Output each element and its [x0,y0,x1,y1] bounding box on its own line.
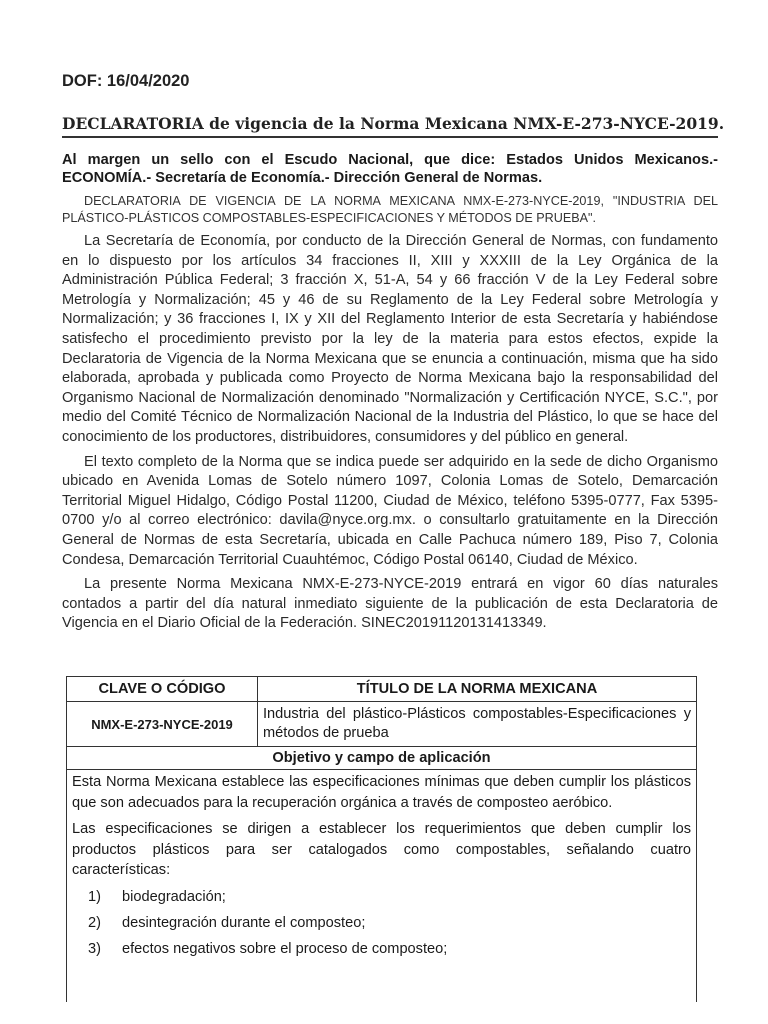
column-header-title: TÍTULO DE LA NORMA MEXICANA [258,677,697,702]
list-item-number: 1) [88,888,101,905]
list-item-number: 3) [88,940,101,957]
objective-heading-row [67,747,697,770]
paragraph-entry-into-force: La presente Norma Mexicana NMX-E-273-NYCE-2019 entrará en vigor 60 días naturales contados a partir del día natural inmediato siguiente de la publicación de esta Declaratoria de Vigencia en el Diario Oficial de la Federación. SINEC20191120131413349. [62,576,718,632]
objective-heading: Objetivo y campo de aplicación [67,747,697,770]
objective-body [67,770,697,1003]
list-item-text: biodegradación; [122,888,226,905]
list-item-text: efectos negativos sobre el proceso de composteo; [122,940,448,957]
norm-table [66,676,697,1002]
document-body [62,232,718,639]
paragraph-legal-basis: La Secretaría de Economía, por conducto de la Dirección General de Normas, con fundamento en lo dispuesto por los artículos 34 fracciones II, XIII y XXXIII de la Ley Orgánica de la Administración Pública Federal; 3 fracción X, 51-A, 54 y 66 fracción V de la Ley Federal sobre Metrología y Normalización; 45 y 46 de su Reglamento de la Ley Federal sobre Metrología y Normalización; y 36 fracciones I, IX y XII del Reglamento Interior de esta Secretaría y habiéndose satisfecho el procedimiento previsto por la ley de la materia para estos efectos, expide la Declaratoria de Vigencia de la Norma Mexicana que se enuncia a continuación, misma que ha sido elaborada, aprobada y publicada como Proyecto de Norma Mexicana bajo la responsabilidad del Organismo Nacional de Normalización denominado "Normalización y Certificación NYCE, S.C.", por medio del Comité Técnico de Normalización Nacional de la Industria del Plástico, lo que se hace del conocimiento de los productores, distribuidores, consumidores y del público en general. [62,233,718,445]
objective-body-row [67,770,697,1003]
declaration-heading: DECLARATORIA DE VIGENCIA DE LA NORMA MEXICANA NMX-E-273-NYCE-2019, "INDUSTRIA DEL PLÁSTICO-PLÁSTICOS COMPOSTABLES-ESPECIFICACIONES Y MÉTODOS DE PRUEBA". [62,194,718,225]
table-header-row [67,677,697,702]
list-item-number: 2) [88,914,101,931]
norm-code-cell: NMX-E-273-NYCE-2019 [67,702,258,747]
characteristics-list [72,887,691,960]
objective-paragraph: Las especificaciones se dirigen a establecer los requerimientos que deben cumplir los productos plásticos para ser catalogados como compostables, señalando cuatro características: [72,821,691,878]
objective-paragraph: Esta Norma Mexicana establece las especificaciones mínimas que deben cumplir los plásticos que son adecuados para la recuperación orgánica a través de composteo aeróbico. [72,774,691,811]
column-header-code: CLAVE O CÓDIGO [67,677,258,702]
list-item [88,887,691,908]
list-item [88,939,691,960]
document-title: DECLARATORIA de vigencia de la Norma Mexicana NMX-E-273-NYCE-2019. [62,114,718,138]
dof-date: DOF: 16/04/2020 [62,72,190,90]
norm-title-cell: Industria del plástico-Plásticos compostables-Especificaciones y métodos de prueba [258,702,697,747]
paragraph-availability: El texto completo de la Norma que se indica puede ser adquirido en la sede de dicho Organismo ubicado en Avenida Lomas de Sotelo número 1097, Colonia Lomas de Sotelo, Demarcación Territorial Miguel Hidalgo, Código Postal 11200, Ciudad de México, teléfono 5395-0777, Fax 5395-0700 y/o al correo electrónico: davila@nyce.org.mx. o consultarlo gratuitamente en la Dirección General de Normas de esta Secretaría, ubicada en Calle Pachuca número 189, Piso 7, Colonia Condesa, Demarcación Territorial Cuauhtémoc, Código Postal 06140, Ciudad de México. [62,453,718,568]
list-item-text: desintegración durante el composteo; [122,914,366,931]
table-row [67,702,697,747]
preamble-seal-text: Al margen un sello con el Escudo Nacional, que dice: Estados Unidos Mexicanos.- ECONOMÍA.- Secretaría de Economía.- Dirección General de Normas. [62,152,718,186]
list-item [88,913,691,934]
